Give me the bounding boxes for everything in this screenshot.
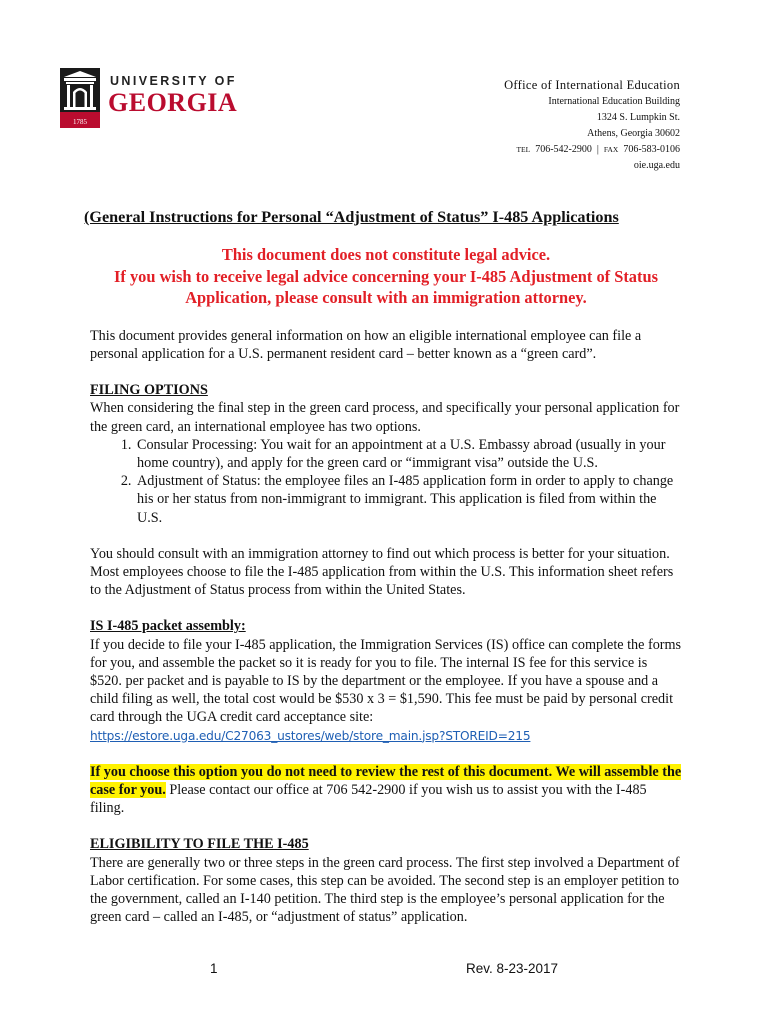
intro-paragraph: This document provides general information on how an eligible international employee can file a personal application for a U.S. permanent resident card – better known as a “green card”. — [90, 327, 642, 362]
tel-label: TEL — [516, 145, 531, 154]
building-name: International Education Building — [548, 96, 680, 107]
filing-option-item: 1. Consular Processing: You wait for an appointment at a U.S. Embassy abroad (usually in your home country), and apply for the green card or “immigrant visa” outside the U.S. — [135, 436, 682, 472]
warning-line-1: This document does not constitute legal advice. — [221, 245, 551, 265]
packet-assembly-text: If you decide to file your I-485 application, the Immigration Services (IS) office can complete the forms for you, and assemble the packet so it is ready for you to file. The internal IS fee for this service is $520. per packet and is payable to IS by the department or the employee. If you have a spouse and a child filing as well, the total cost would be $530 x 3 = $1,590. This fee must be paid by personal credit card through the UGA credit card acceptance site: — [90, 636, 682, 726]
revision-date: Rev. 8-23-2017 — [466, 961, 559, 976]
website[interactable]: oie.uga.edu — [633, 160, 680, 171]
note-rest: Please contact our office at 706 542-2900 if you wish us to assist you with the I-485 filing. — [90, 781, 647, 817]
warning-line-2: If you wish to receive legal advice concerning your I-485 Adjustment of Status Application, please consult with an immigration attorney. — [114, 266, 658, 308]
logo-text-university: UNIVERSITY OF — [110, 74, 237, 88]
filing-options-heading: FILING OPTIONS — [90, 382, 208, 399]
phone-fax-line — [504, 142, 680, 158]
logo-text-georgia: GEORGIA — [108, 88, 238, 117]
filing-options-text: When considering the final step in the green card process, and specifically your personal application for the green card, an international employee has two options. — [90, 400, 680, 435]
document-title: (General Instructions for Personal “Adjustment of Status” I-485 Applications — [84, 208, 619, 226]
separator: | — [596, 144, 599, 155]
street-address: 1324 S. Lumpkin St. — [596, 112, 680, 123]
legal-warning — [90, 244, 682, 309]
filing-options-list — [90, 436, 682, 527]
highlighted-note: If you choose this option you do not need to review the rest of this document. We will assemble the case for you. — [90, 763, 682, 798]
eligibility-text: There are generally two or three steps in the green card process. The first step involved a Department of Labor certification. For some cases, this step can be avoided. The second step is an employer petition to the government, called an I-140 petition. The third step is the employee’s personal application for the green card – called an I-485, or “adjustment of status” application. — [90, 854, 680, 926]
estore-link[interactable]: https://estore.uga.edu/C27063_ustores/web/store_main.jsp?STOREID=215 — [90, 728, 531, 743]
office-address-block — [504, 76, 680, 174]
eligibility-heading: ELIGIBILITY TO FILE THE I-485 — [90, 836, 309, 853]
office-name: Office of International Education — [504, 78, 680, 92]
uga-logo — [60, 68, 250, 128]
filing-option-item: 2. Adjustment of Status: the employee files an I-485 application form in order to apply to change his or her status from non-immigrant to immigrant. This application is filed from within the U.S. — [135, 472, 682, 527]
option-note-paragraph — [90, 763, 682, 818]
page-number: 1 — [210, 961, 218, 976]
consult-paragraph: You should consult with an immigration attorney to find out which process is better for your situation. Most employees choose to file the I-485 application from within the U.S. This information sheet refers to the Adjustment of Status process from within the United States. — [90, 545, 674, 599]
city-address: Athens, Georgia 30602 — [587, 128, 680, 139]
packet-assembly-heading: IS I-485 packet assembly: — [90, 618, 246, 635]
arch-icon — [60, 68, 100, 128]
logo-year: 1785 — [73, 118, 87, 126]
fax-number: 706-583-0106 — [623, 144, 680, 155]
fax-label: FAX — [603, 145, 619, 154]
document-body — [84, 208, 682, 926]
tel-number: 706-542-2900 — [535, 144, 592, 155]
